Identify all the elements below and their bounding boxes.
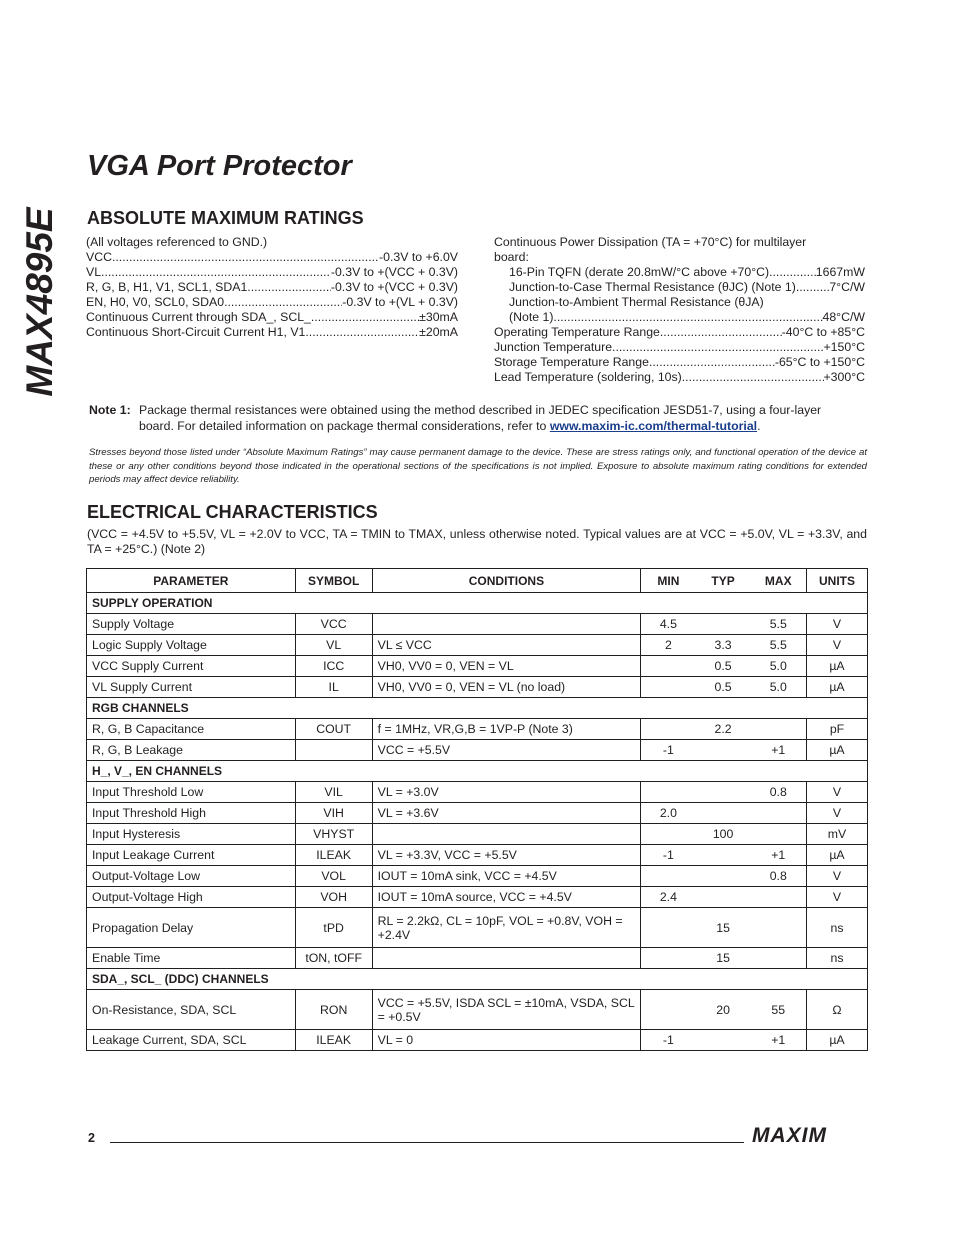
cell-units: µA	[806, 677, 867, 698]
cell-min: 2.4	[641, 887, 696, 908]
side-part-number: MAX4895E	[19, 207, 60, 397]
amr-right-intro-2: board:	[494, 250, 529, 264]
cell-units: Ω	[806, 990, 867, 1030]
table-header-row	[87, 569, 868, 593]
cell-symbol: VOH	[295, 887, 372, 908]
table-row	[87, 887, 868, 908]
amr-right-column	[494, 235, 865, 385]
cell-min	[641, 866, 696, 887]
cell-parameter: Supply Voltage	[87, 614, 296, 635]
table-row	[87, 948, 868, 969]
cell-max: 0.8	[751, 866, 807, 887]
header-conditions: CONDITIONS	[372, 569, 641, 593]
cell-min	[641, 824, 696, 845]
cell-typ: 15	[696, 908, 751, 948]
cell-symbol: ICC	[295, 656, 372, 677]
table-row	[87, 614, 868, 635]
cell-max: 5.0	[751, 656, 807, 677]
amr-left-item: VL ..... -0.3V to +(VCC + 0.3V)	[86, 265, 458, 280]
cell-units: µA	[806, 656, 867, 677]
cell-units: mV	[806, 824, 867, 845]
cell-parameter: Logic Supply Voltage	[87, 635, 296, 656]
cell-max: 5.0	[751, 677, 807, 698]
cell-max: +1	[751, 740, 807, 761]
footer-rule	[110, 1142, 744, 1143]
cell-max: 5.5	[751, 635, 807, 656]
cell-symbol: VIL	[295, 782, 372, 803]
section-row	[87, 969, 868, 990]
thermal-tutorial-link[interactable]: www.maxim-ic.com/thermal-tutorial	[549, 419, 758, 433]
amr-heading: ABSOLUTE MAXIMUM RATINGS	[87, 208, 364, 228]
cell-min	[641, 656, 696, 677]
cell-units: µA	[806, 845, 867, 866]
cell-typ	[696, 845, 751, 866]
cell-parameter: Output-Voltage Low	[87, 866, 296, 887]
cell-units: V	[806, 803, 867, 824]
table-row	[87, 866, 868, 887]
header-symbol: SYMBOL	[295, 569, 372, 593]
cell-units: V	[806, 887, 867, 908]
cell-parameter: VCC Supply Current	[87, 656, 296, 677]
section-row	[87, 698, 868, 719]
cell-units: V	[806, 866, 867, 887]
cell-max	[751, 824, 807, 845]
note-text: Package thermal resistances were obtained using the method described in JEDEC specification JESD51-7, using a four-layer board. For detailed information on package thermal considerations, refer to www.maxim-ic.com/thermal-tutorial.	[139, 403, 822, 433]
cell-conditions: VH0, VV0 = 0, VEN = VL	[372, 656, 641, 677]
cell-max	[751, 803, 807, 824]
table-row	[87, 824, 868, 845]
amr-left-item: EN, H0, V0, SCL0, SDA0 ..... -0.3V to +(VL + 0.3V)	[86, 295, 458, 310]
amr-right-item: Storage Temperature Range ..... -65°C to +150°C	[494, 355, 865, 370]
amr-right-indented-item: Junction-to-Case Thermal Resistance (θJC) (Note 1) ..... 7°C/W	[509, 280, 865, 295]
cell-typ	[696, 1030, 751, 1051]
ec-conditions: (VCC = +4.5V to +5.5V, VL = +2.0V to VCC, TA = TMIN to TMAX, unless otherwise noted. Typical values are at VCC = +5.0V, VL = +3.3V, and TA = +25°C.) (Note 2)	[87, 527, 867, 556]
cell-symbol: VHYST	[295, 824, 372, 845]
table-row	[87, 1030, 868, 1051]
ec-heading: ELECTRICAL CHARACTERISTICS	[87, 502, 378, 522]
cell-symbol: VCC	[295, 614, 372, 635]
table-row	[87, 803, 868, 824]
table-row	[87, 782, 868, 803]
cell-symbol: tPD	[295, 908, 372, 948]
cell-symbol: VOL	[295, 866, 372, 887]
cell-min	[641, 719, 696, 740]
cell-min: -1	[641, 1030, 696, 1051]
cell-parameter: Leakage Current, SDA, SCL	[87, 1030, 296, 1051]
table-row	[87, 677, 868, 698]
cell-parameter: VL Supply Current	[87, 677, 296, 698]
cell-min: -1	[641, 740, 696, 761]
cell-conditions: VL = 0	[372, 1030, 641, 1051]
cell-conditions: f = 1MHz, VR,G,B = 1VP-P (Note 3)	[372, 719, 641, 740]
amr-intro: (All voltages referenced to GND.)	[86, 235, 268, 249]
cell-symbol: VIH	[295, 803, 372, 824]
amr-right-item: Junction Temperature ..... +150°C	[494, 340, 865, 355]
electrical-characteristics-table	[86, 568, 868, 1051]
section-title: RGB CHANNELS	[87, 698, 868, 719]
cell-symbol: IL	[295, 677, 372, 698]
cell-parameter: Input Threshold High	[87, 803, 296, 824]
table-row	[87, 908, 868, 948]
cell-min	[641, 990, 696, 1030]
cell-typ	[696, 782, 751, 803]
cell-typ: 2.2	[696, 719, 751, 740]
cell-conditions: VCC = +5.5V, ISDA SCL = ±10mA, VSDA, SCL = +0.5V	[372, 990, 641, 1030]
cell-typ: 20	[696, 990, 751, 1030]
cell-parameter: Enable Time	[87, 948, 296, 969]
section-title: SDA_, SCL_ (DDC) CHANNELS	[87, 969, 868, 990]
cell-units: ns	[806, 908, 867, 948]
section-title: SUPPLY OPERATION	[87, 593, 868, 614]
cell-max: +1	[751, 845, 807, 866]
table-row	[87, 845, 868, 866]
cell-typ: 15	[696, 948, 751, 969]
section-row	[87, 761, 868, 782]
cell-typ	[696, 803, 751, 824]
cell-max	[751, 719, 807, 740]
cell-max	[751, 887, 807, 908]
cell-max: +1	[751, 1030, 807, 1051]
cell-units: µA	[806, 1030, 867, 1051]
cell-units: V	[806, 614, 867, 635]
cell-symbol: VL	[295, 635, 372, 656]
cell-min: 2	[641, 635, 696, 656]
amr-left-item: Continuous Current through SDA_, SCL_ ..... ±30mA	[86, 310, 458, 325]
cell-max	[751, 908, 807, 948]
page-number: 2	[88, 1131, 95, 1145]
cell-symbol: ILEAK	[295, 1030, 372, 1051]
cell-typ: 100	[696, 824, 751, 845]
table-row	[87, 990, 868, 1030]
cell-symbol	[295, 740, 372, 761]
cell-symbol: tON, tOFF	[295, 948, 372, 969]
cell-conditions	[372, 824, 641, 845]
cell-typ	[696, 887, 751, 908]
cell-conditions: IOUT = 10mA source, VCC = +4.5V	[372, 887, 641, 908]
cell-symbol: ILEAK	[295, 845, 372, 866]
cell-units: V	[806, 782, 867, 803]
cell-units: ns	[806, 948, 867, 969]
header-parameter: PARAMETER	[87, 569, 296, 593]
header-typ: TYP	[696, 569, 751, 593]
cell-min	[641, 948, 696, 969]
note-label: Note 1:	[89, 403, 131, 417]
cell-parameter: R, G, B Leakage	[87, 740, 296, 761]
table-row	[87, 740, 868, 761]
cell-parameter: Input Hysteresis	[87, 824, 296, 845]
maxim-logo: MAXIM	[752, 1124, 827, 1147]
header-min: MIN	[641, 569, 696, 593]
table-row	[87, 635, 868, 656]
cell-parameter: Input Leakage Current	[87, 845, 296, 866]
amr-right-intro: Continuous Power Dissipation (TA = +70°C) for multilayer	[494, 235, 807, 249]
cell-min: 4.5	[641, 614, 696, 635]
page-title: VGA Port Protector	[87, 150, 352, 182]
cell-max: 0.8	[751, 782, 807, 803]
cell-typ: 0.5	[696, 677, 751, 698]
cell-conditions: RL = 2.2kΩ, CL = 10pF, VOL = +0.8V, VOH = +2.4V	[372, 908, 641, 948]
cell-typ	[696, 614, 751, 635]
cell-units: µA	[806, 740, 867, 761]
cell-units: pF	[806, 719, 867, 740]
cell-min	[641, 908, 696, 948]
amr-right-item: Lead Temperature (soldering, 10s) ..... +300°C	[494, 370, 865, 385]
amr-right-indented-item: 16-Pin TQFN (derate 20.8mW/°C above +70°C) ..... 1667mW	[509, 265, 865, 280]
amr-left-item: Continuous Short-Circuit Current H1, V1 ..... ±20mA	[86, 325, 458, 340]
amr-left-item: VCC ..... -0.3V to +6.0V	[86, 250, 458, 265]
cell-conditions	[372, 614, 641, 635]
header-units: UNITS	[806, 569, 867, 593]
amr-ja-note: (Note 1) ..... 48°C/W	[494, 310, 865, 325]
cell-parameter: R, G, B Capacitance	[87, 719, 296, 740]
section-title: H_, V_, EN CHANNELS	[87, 761, 868, 782]
cell-typ	[696, 866, 751, 887]
cell-symbol: COUT	[295, 719, 372, 740]
cell-conditions: VL = +3.3V, VCC = +5.5V	[372, 845, 641, 866]
stress-disclaimer: Stresses beyond those listed under “Absolute Maximum Ratings” may cause permanent damage to the device. These are stress ratings only, and functional operation of the device at these or any other conditions beyond those indicated in the operational sections of the specifications is not implied. Exposure to absolute maximum rating conditions for extended periods may affect device reliability.	[89, 447, 867, 485]
table-row	[87, 719, 868, 740]
cell-symbol: RON	[295, 990, 372, 1030]
cell-conditions	[372, 948, 641, 969]
amr-left-column	[86, 235, 458, 340]
cell-parameter: Propagation Delay	[87, 908, 296, 948]
cell-conditions: IOUT = 10mA sink, VCC = +4.5V	[372, 866, 641, 887]
cell-typ	[696, 740, 751, 761]
cell-min	[641, 677, 696, 698]
cell-min: -1	[641, 845, 696, 866]
cell-min	[641, 782, 696, 803]
cell-max	[751, 948, 807, 969]
cell-parameter: On-Resistance, SDA, SCL	[87, 990, 296, 1030]
cell-typ: 0.5	[696, 656, 751, 677]
cell-max: 5.5	[751, 614, 807, 635]
cell-typ: 3.3	[696, 635, 751, 656]
cell-units: V	[806, 635, 867, 656]
cell-conditions: VL = +3.0V	[372, 782, 641, 803]
amr-ja-line: Junction-to-Ambient Thermal Resistance (θJA)	[509, 295, 764, 309]
cell-conditions: VL ≤ VCC	[372, 635, 641, 656]
cell-parameter: Input Threshold Low	[87, 782, 296, 803]
table-row	[87, 656, 868, 677]
amr-left-item: R, G, B, H1, V1, SCL1, SDA1 ..... -0.3V to +(VCC + 0.3V)	[86, 280, 458, 295]
cell-conditions: VL = +3.6V	[372, 803, 641, 824]
cell-min: 2.0	[641, 803, 696, 824]
cell-conditions: VCC = +5.5V	[372, 740, 641, 761]
amr-right-item: Operating Temperature Range ..... -40°C to +85°C	[494, 325, 865, 340]
cell-max: 55	[751, 990, 807, 1030]
header-max: MAX	[751, 569, 807, 593]
cell-parameter: Output-Voltage High	[87, 887, 296, 908]
cell-conditions: VH0, VV0 = 0, VEN = VL (no load)	[372, 677, 641, 698]
section-row	[87, 593, 868, 614]
